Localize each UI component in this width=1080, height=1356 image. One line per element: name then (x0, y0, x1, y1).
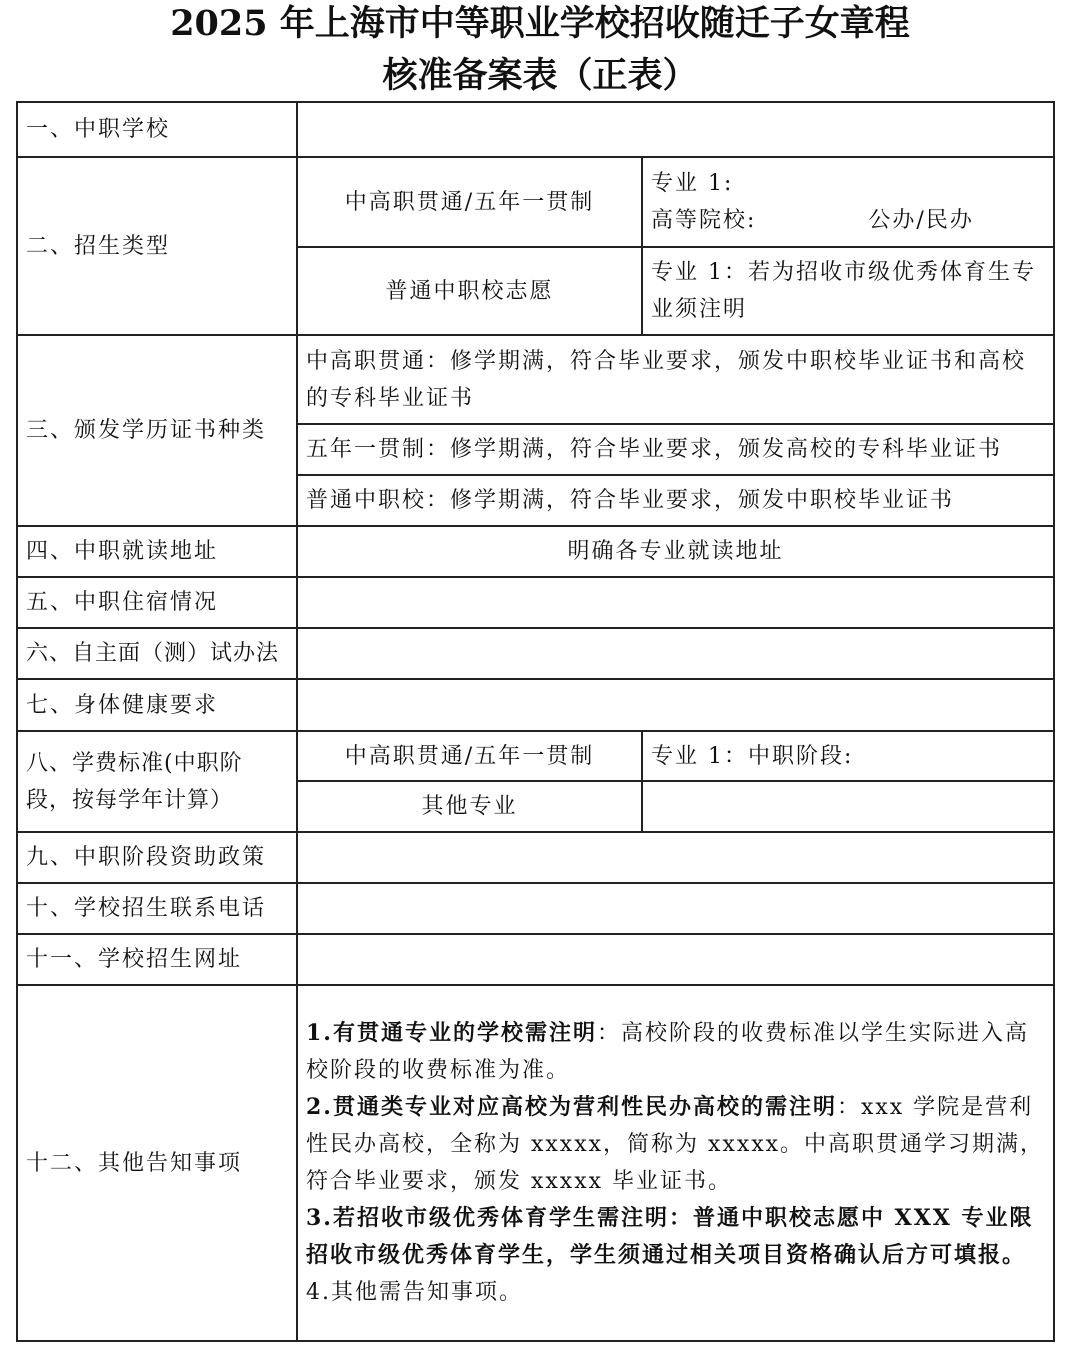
row-school (17, 102, 1054, 157)
accommodation-value (297, 577, 1054, 628)
registration-form-table (16, 101, 1055, 1342)
financial-aid-label: 九、中职阶段资助政策 (17, 832, 297, 883)
financial-aid-value (297, 832, 1054, 883)
row-interview (17, 628, 1054, 679)
notice-1-text: ：高校阶段的收费标准以学生实际进入高校阶段的收费标准为准。 (306, 1021, 1029, 1083)
tuition-type-1: 中高职贯通/五年一贯制 (297, 731, 642, 781)
notice-2 (306, 1089, 1045, 1200)
row-address (17, 526, 1054, 577)
certificate-item-2: 五年一贯制：修学期满，符合毕业要求，颁发高校的专科毕业证书 (297, 424, 1054, 475)
row-enrollment-type-1 (17, 157, 1054, 247)
tuition-type-2-detail (642, 781, 1054, 832)
enrollment-type-2-detail: 专业 1：若为招收市级优秀体育生专业须注明 (642, 247, 1054, 335)
health-value (297, 679, 1054, 731)
health-label: 七、身体健康要求 (17, 679, 297, 731)
notice-2-text: ：xxx 学院是营利性民办高校，全称为 xxxxx，简称为 xxxxx。中高职贯通学习期满，符合毕业要求，颁发 xxxxx 毕业证书。 (306, 1095, 1045, 1194)
notice-4: 4.其他需告知事项。 (306, 1280, 523, 1305)
address-value: 明确各专业就读地址 (297, 526, 1054, 577)
phone-value (297, 883, 1054, 934)
college-ownership: 公办/民办 (868, 208, 974, 233)
row-financial-aid (17, 832, 1054, 883)
row-phone (17, 883, 1054, 934)
tuition-type-2: 其他专业 (297, 781, 642, 832)
enrollment-type-1: 中高职贯通/五年一贯制 (297, 157, 642, 247)
notice-1-heading: 1.有贯通专业的学校需注明 (306, 1020, 597, 1046)
row-certificate-1 (17, 335, 1054, 424)
certificate-item-3: 普通中职校：修学期满，符合毕业要求，颁发中职校毕业证书 (297, 475, 1054, 526)
row-website (17, 934, 1054, 985)
other-notices-label: 十二、其他告知事项 (17, 985, 297, 1341)
enrollment-type-label: 二、招生类型 (17, 157, 297, 335)
title-line-2: 核准备案表（正表） (382, 55, 698, 96)
certificate-item-1: 中高职贯通：修学期满，符合毕业要求，颁发中职校毕业证书和高校的专科毕业证书 (297, 335, 1054, 424)
other-notices-value (297, 985, 1054, 1341)
notice-2-heading: 2.贯通类专业对应高校为营利性民办高校的需注明 (306, 1094, 837, 1120)
interview-value (297, 628, 1054, 679)
website-value (297, 934, 1054, 985)
enrollment-type-2: 普通中职校志愿 (297, 247, 642, 335)
row-other-notices (17, 985, 1054, 1341)
phone-label: 十、学校招生联系电话 (17, 883, 297, 934)
row-tuition-1 (17, 731, 1054, 781)
enrollment-type-1-detail (642, 157, 1054, 247)
notice-3: 3.若招收市级优秀体育学生需注明：普通中职校志愿中 XXX 专业限招收市级优秀体育学生，学生须通过相关项目资格确认后方可填报。 (306, 1205, 1034, 1268)
certificate-label: 三、颁发学历证书种类 (17, 335, 297, 526)
tuition-label: 八、学费标准(中职阶段，按每学年计算） (17, 731, 297, 832)
enrollment-type-1-college (651, 202, 1045, 239)
interview-label: 六、自主面（测）试办法 (17, 628, 297, 679)
school-value (297, 102, 1054, 157)
title-line-1: 2025 年上海市中等职业学校招收随迁子女章程 (170, 3, 910, 44)
notice-1 (306, 1015, 1045, 1089)
row-accommodation (17, 577, 1054, 628)
enrollment-type-1-major: 专业 1: (651, 171, 734, 196)
website-label: 十一、学校招生网址 (17, 934, 297, 985)
row-health (17, 679, 1054, 731)
college-label: 高等院校: (651, 208, 757, 233)
accommodation-label: 五、中职住宿情况 (17, 577, 297, 628)
address-label: 四、中职就读地址 (17, 526, 297, 577)
school-label: 一、中职学校 (17, 102, 297, 157)
tuition-type-1-detail: 专业 1：中职阶段: (642, 731, 1054, 781)
